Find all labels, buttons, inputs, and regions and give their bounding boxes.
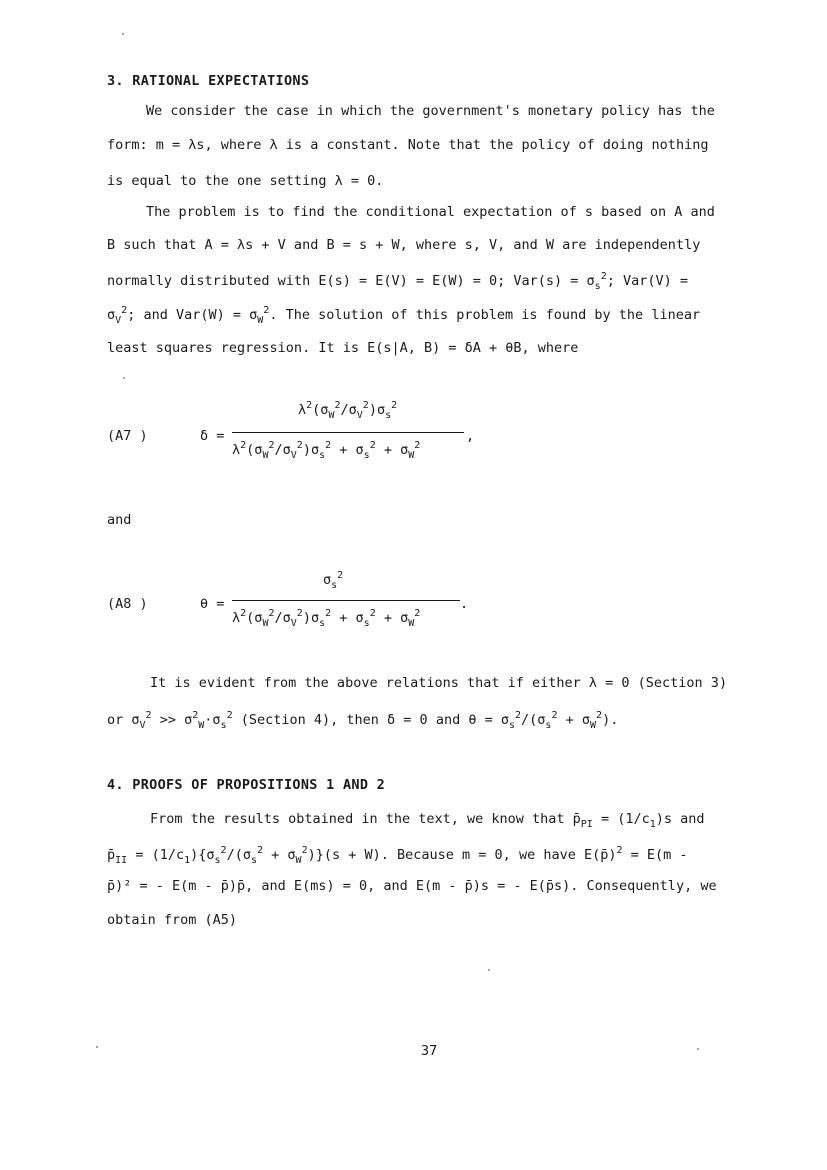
line-text: From the results obtained in the text, we know that p̄	[150, 811, 581, 827]
paragraph-line: $\sigma_V^2$; and $Var(W) = \sigma_W^2$. The solution of this problem is found by the linear	[107, 305, 701, 326]
paragraph-line: B such that A = λs + V and B = s + W, where s, V, and W are independently	[107, 237, 701, 253]
equation-lhs-a8: θ =	[200, 596, 225, 612]
a8-fraction-bar	[232, 600, 460, 601]
scan-speck	[488, 969, 490, 971]
paragraph-line: From the results obtained in the text, we know that $p̄_{PI} = (1/c_1)s$ and	[150, 811, 705, 830]
a8-numerator: $\sigma_s^2$	[323, 570, 344, 591]
a7-denominator: $\lambda^2(\sigma_W^2/\sigma_V^2)\sigma_s^2 + \sigma_s^2 + \sigma_W^2$	[232, 440, 421, 461]
a8-trailing-punct: .	[460, 596, 469, 612]
line-text-end: . The solution of this problem is found by the linear	[269, 307, 701, 323]
paragraph-line: normally distributed with E(s) = E(V) = E(W) = 0; $Var(s) = \sigma_s^2$; Var(V) =	[107, 271, 689, 292]
scan-speck	[123, 377, 125, 379]
a7-numerator: $\lambda^2(\sigma_W^2/\sigma_V^2)\sigma_s^2$	[298, 400, 398, 421]
paragraph-line: The problem is to find the conditional expectation of s based on A and	[146, 204, 715, 220]
line-text: = (1/c	[127, 847, 185, 863]
paragraph-line: least squares regression. It is E(s|A, B) = δA + θB, where	[107, 340, 579, 356]
page-number: 37	[421, 1043, 438, 1059]
line-text: normally distributed with E(s) = E(V) = E(W) = 0; Var(s) = σ	[107, 273, 595, 289]
line-text: >> σ	[151, 712, 193, 728]
line-text: .	[610, 712, 619, 728]
line-text: ){σ	[190, 847, 215, 863]
line-text: = (1/c	[592, 811, 650, 827]
line-text: or σ	[107, 712, 140, 728]
paragraph-line: is equal to the one setting λ = 0.	[107, 173, 384, 189]
line-text: (Section 4), then δ = 0 and θ = σ	[240, 712, 509, 728]
line-text: = E(m -	[622, 847, 688, 863]
equation-label-a8: (A8 )	[107, 596, 148, 612]
line-text: }(s + W). Because m = 0, we have E(p̄)	[315, 847, 617, 863]
line-text-tail: ; Var(V) =	[606, 273, 689, 289]
line-text: )s and	[655, 811, 705, 827]
paragraph-line: We consider the case in which the government's monetary policy has the	[146, 103, 715, 119]
equation-label-a7: (A7 )	[107, 428, 148, 444]
a7-fraction-bar	[232, 432, 464, 433]
connector-text: and	[107, 512, 132, 528]
paragraph-line: or $\sigma_V^2 >> \sigma^2_W\cdot\sigma_s^2$ (Section 4), then δ = 0 and $\theta = \sigma_s^2/(\sigma_s^2 + \sigma_W^2)$.	[107, 710, 619, 731]
paragraph-line: p̄)² = - E(m - p̄)p̄, and E(ms) = 0, and E(m - p̄)s = - E(p̄s). Consequently, we	[107, 878, 717, 894]
line-text-tail: ; and Var(W) = σ	[127, 307, 258, 323]
paragraph-line: $p̄_{II} = (1/c_1)\{\sigma_s^2/(\sigma_s^2 + \sigma_W^2)\}(s + W)$. Because m = 0, we have E(p̄)$^2$ = E(m -	[107, 845, 688, 866]
scan-speck	[122, 33, 124, 35]
line-text: p̄	[107, 847, 116, 863]
line-text: σ	[107, 307, 116, 323]
scan-speck	[96, 1046, 98, 1048]
section-3-heading: 3. RATIONAL EXPECTATIONS	[107, 73, 310, 89]
paragraph-line: obtain from (A5)	[107, 912, 238, 928]
paragraph-line: form: m = λs, where λ is a constant. Note that the policy of doing nothing	[107, 137, 709, 153]
a7-trailing-punct: ,	[466, 428, 475, 444]
section-4-heading: 4. PROOFS OF PROPOSITIONS 1 AND 2	[107, 777, 386, 793]
equation-lhs-a7: δ =	[200, 428, 225, 444]
a8-denominator: $\lambda^2(\sigma_W^2/\sigma_V^2)\sigma_s^2 + \sigma_s^2 + \sigma_W^2$	[232, 608, 421, 629]
scan-speck	[697, 1048, 699, 1050]
paragraph-line: It is evident from the above relations that if either λ = 0 (Section 3)	[150, 675, 728, 691]
